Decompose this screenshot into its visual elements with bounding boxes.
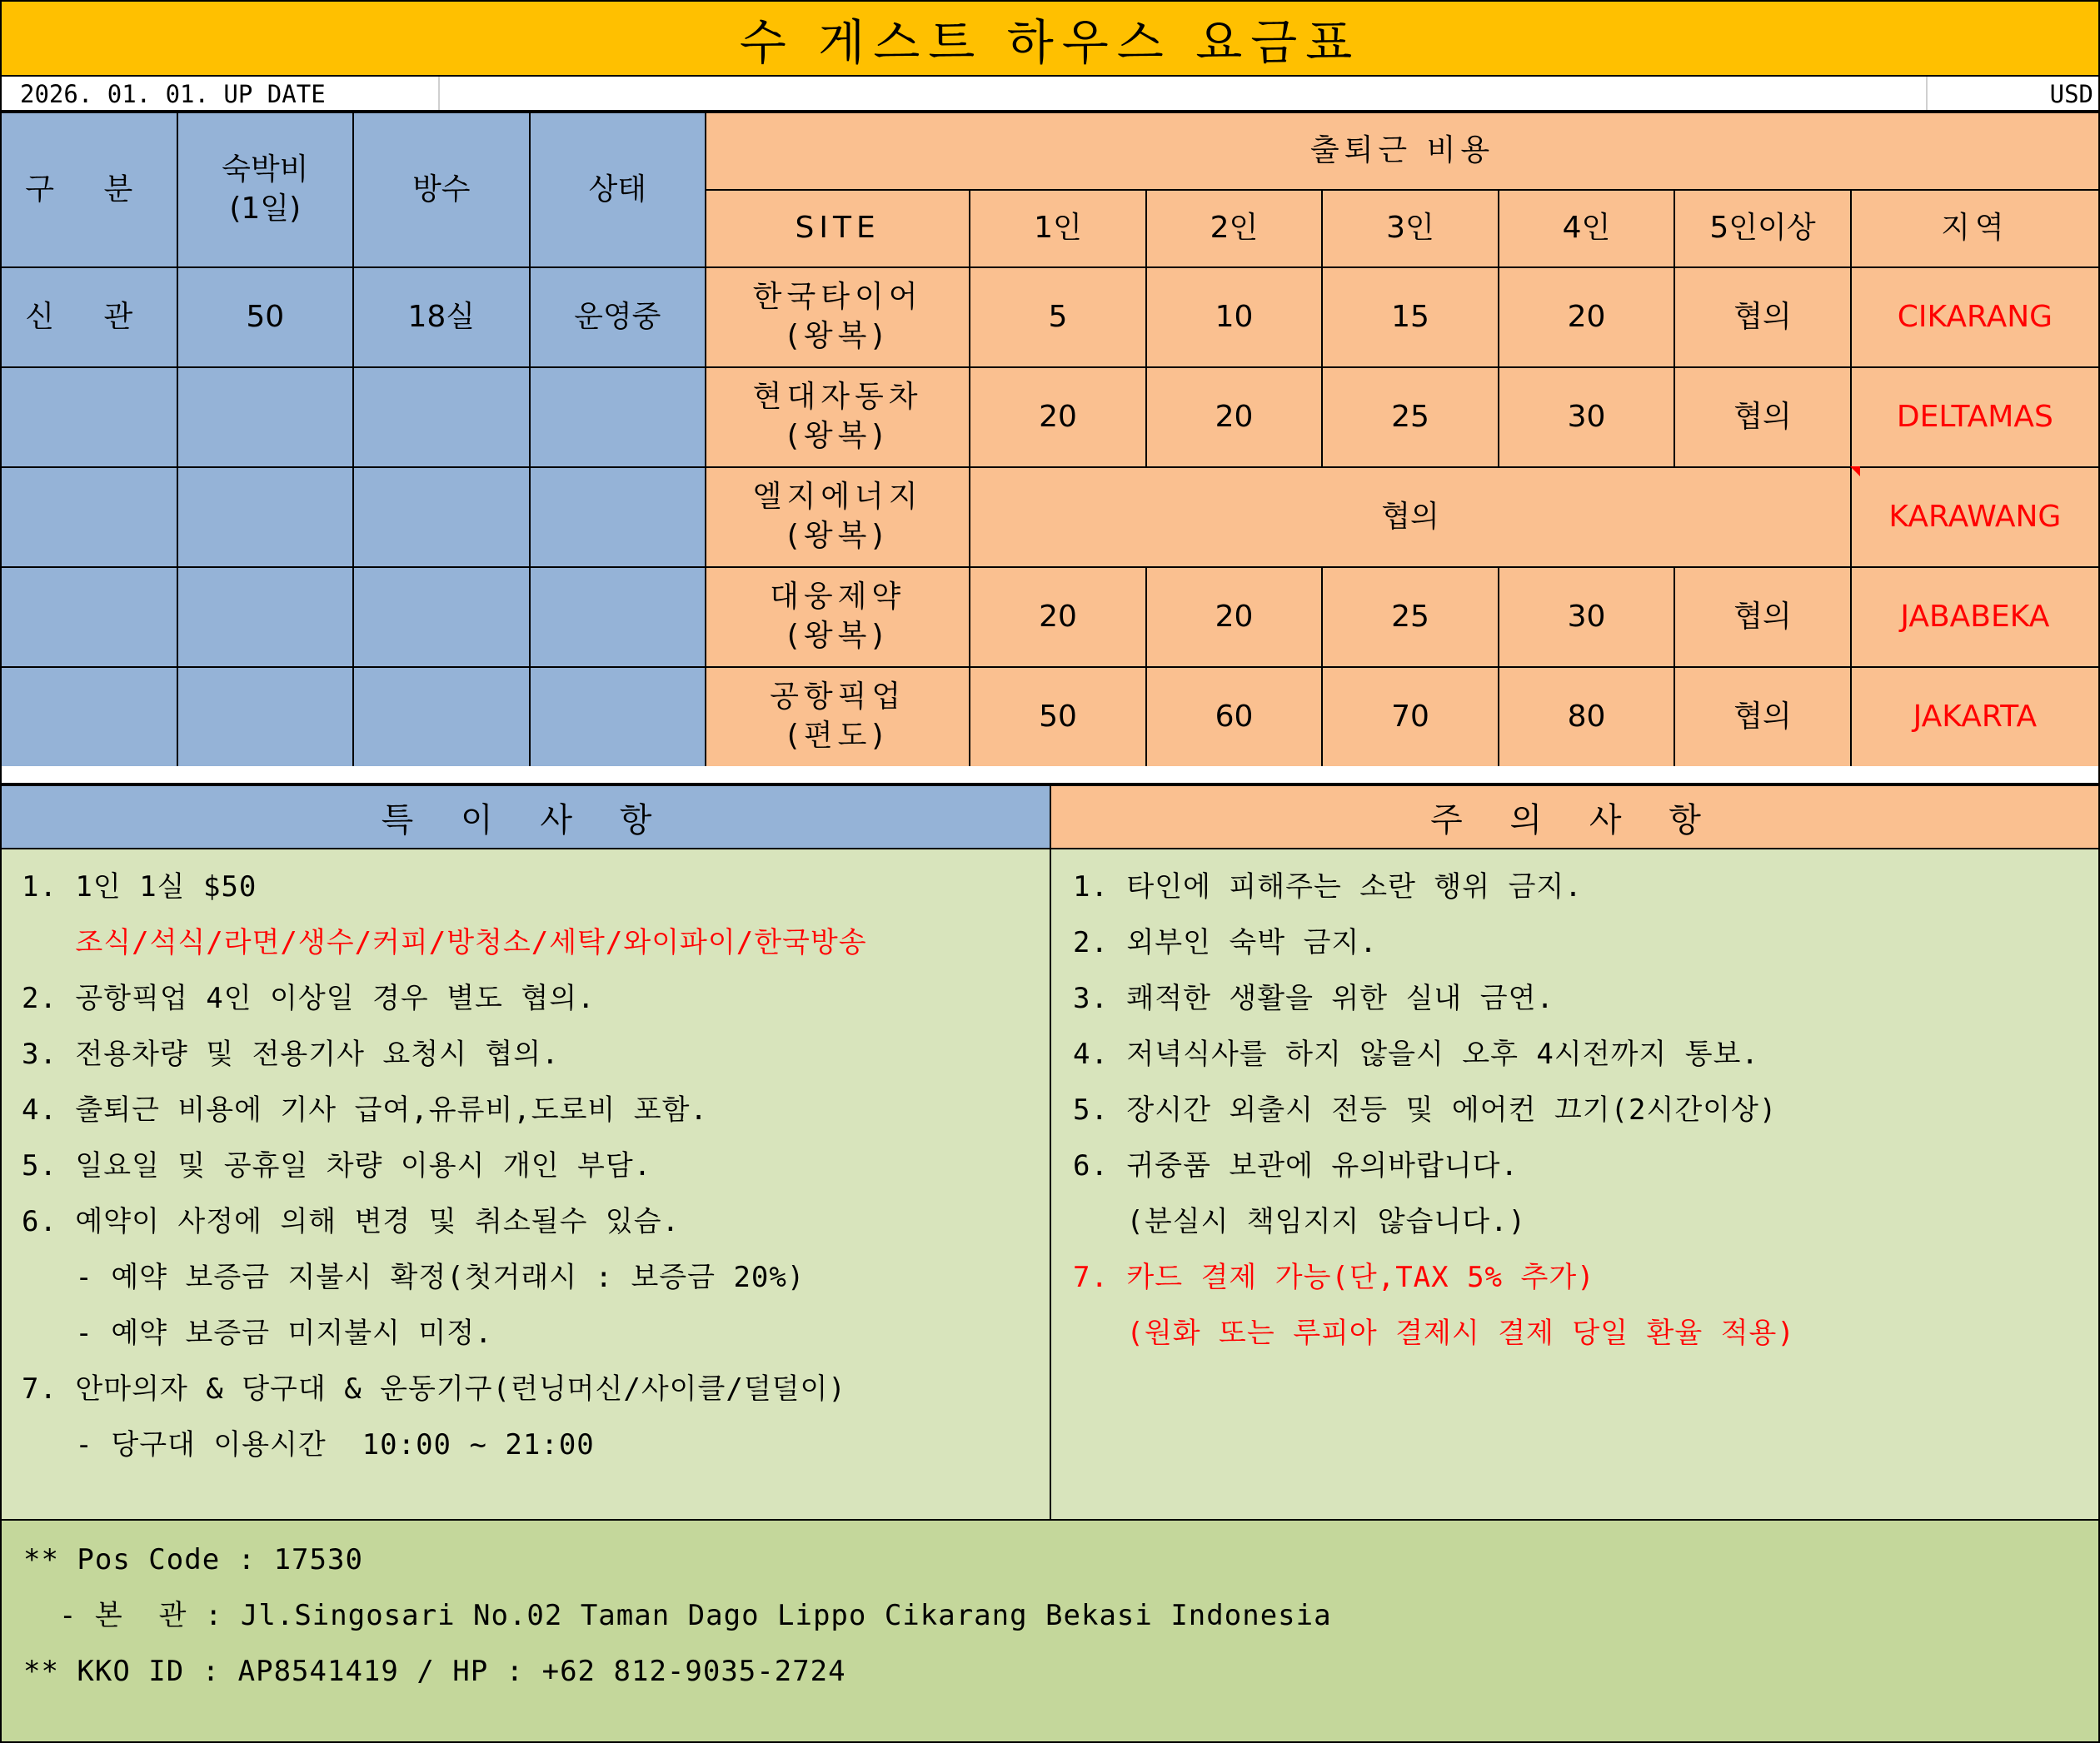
table-row [1, 267, 2099, 367]
empty-cell [1, 567, 177, 667]
note-line: 조식/석식/라면/생수/커피/방청소/세탁/와이파이/한국방송 [22, 926, 867, 959]
price-3p: 25 [1322, 567, 1499, 667]
table-row [1, 367, 2099, 467]
price-4p: 20 [1499, 267, 1675, 367]
empty-cell [177, 667, 354, 767]
note-line: 3. 쾌적한 생활을 위한 실내 금연. [1073, 982, 1554, 1015]
site-name: 현대자동차 (왕복) [706, 367, 970, 467]
lodging-name: 신 관 [1, 267, 177, 367]
divider [1926, 77, 1928, 110]
price-3p: 15 [1322, 267, 1499, 367]
price-1p: 5 [970, 267, 1146, 367]
comment-marker-icon [1850, 466, 1860, 476]
price-4p: 80 [1499, 667, 1675, 767]
price-1p: 20 [970, 567, 1146, 667]
special-notes-title: 특 이 사 항 [0, 784, 1051, 849]
note-line: 6. 귀중품 보관에 유의바랍니다. [1073, 1149, 1519, 1183]
price-3p: 25 [1322, 367, 1499, 467]
site-region: DELTAMAS [1851, 367, 2099, 467]
update-bar [0, 77, 2100, 112]
merged-price: 협의 [970, 467, 1851, 567]
site-region: KARAWANG [1851, 467, 2099, 567]
note-line: (원화 또는 루피아 결제시 결제 당일 환율 적용) [1073, 1317, 1795, 1350]
caution-notes-title: 주 의 사 항 [1050, 784, 2100, 849]
price-2p: 20 [1146, 567, 1323, 667]
pos-code: ** Pos Code : 17530 [23, 1543, 363, 1576]
empty-cell [177, 467, 354, 567]
contact-ids: ** KKO ID : AP8541419 / HP : +62 812-9035-2724 [23, 1655, 846, 1688]
price-2p: 60 [1146, 667, 1323, 767]
header-1p: 1인 [970, 190, 1146, 267]
empty-cell [530, 367, 706, 467]
header-3p: 3인 [1322, 190, 1499, 267]
header-price: 숙박비 (1일) [177, 112, 354, 267]
empty-cell [530, 567, 706, 667]
site-region: JABABEKA [1851, 567, 2099, 667]
empty-cell [353, 567, 530, 667]
empty-cell [1, 667, 177, 767]
note-line: 4. 출퇴근 비용에 기사 급여,유류비,도로비 포함. [22, 1093, 708, 1127]
header-commute: 출퇴근 비용 [706, 112, 2099, 190]
section-gap [0, 766, 2100, 784]
note-line: - 당구대 이용시간 10:00 ~ 21:00 [22, 1428, 595, 1462]
table-row [1, 567, 2099, 667]
price-1p: 50 [970, 667, 1146, 767]
lodging-rooms: 18실 [353, 267, 530, 367]
address: - 본 관 : Jl.Singosari No.02 Taman Dago Lippo Cikarang Bekasi Indonesia [23, 1599, 1332, 1632]
lodging-price: 50 [177, 267, 354, 367]
page-title: 수 게스트 하우스 요금표 [0, 0, 2100, 77]
site-region: JAKARTA [1851, 667, 2099, 767]
note-line: 6. 예약이 사정에 의해 변경 및 취소될수 있슴. [22, 1205, 681, 1238]
special-notes [0, 849, 1051, 1521]
currency-label: USD [2049, 80, 2093, 108]
price-2p: 20 [1146, 367, 1323, 467]
price-1p: 20 [970, 367, 1146, 467]
empty-cell [177, 567, 354, 667]
note-line: 1. 1인 1실 $50 [22, 870, 257, 904]
note-line: 7. 안마의자 & 당구대 & 운동기구(런닝머신/사이클/덜덜이) [22, 1372, 846, 1406]
header-region: 지역 [1851, 190, 2099, 267]
table-row [1, 467, 2099, 567]
price-3p: 70 [1322, 667, 1499, 767]
table-row [1, 667, 2099, 767]
empty-cell [353, 467, 530, 567]
site-region: CIKARANG [1851, 267, 2099, 367]
note-line: (분실시 책임지지 않습니다.) [1073, 1205, 1527, 1238]
site-name: 엘지에너지 (왕복) [706, 467, 970, 567]
price-5p: 협의 [1674, 367, 1851, 467]
header-site: SITE [706, 190, 970, 267]
empty-cell [530, 467, 706, 567]
site-name: 한국타이어 (왕복) [706, 267, 970, 367]
note-line: 2. 공항픽업 4인 이상일 경우 별도 협의. [22, 982, 596, 1015]
empty-cell [1, 467, 177, 567]
header-2p: 2인 [1146, 190, 1323, 267]
note-line: 7. 카드 결제 가능(단,TAX 5% 추가) [1073, 1261, 1595, 1294]
note-line: 1. 타인에 피해주는 소란 행위 금지. [1073, 870, 1583, 904]
note-line: 4. 저녁식사를 하지 않을시 오후 4시전까지 통보. [1073, 1038, 1759, 1071]
lodging-status: 운영중 [530, 267, 706, 367]
empty-cell [530, 667, 706, 767]
note-line: 5. 일요일 및 공휴일 차량 이용시 개인 부담. [22, 1149, 652, 1183]
note-line: 5. 장시간 외출시 전등 및 에어컨 끄기(2시간이상) [1073, 1093, 1778, 1127]
header-status: 상태 [530, 112, 706, 267]
note-line: 3. 전용차량 및 전용기사 요청시 협의. [22, 1038, 560, 1071]
empty-cell [353, 667, 530, 767]
price-4p: 30 [1499, 567, 1675, 667]
header-5p: 5인이상 [1674, 190, 1851, 267]
price-2p: 10 [1146, 267, 1323, 367]
rate-table [0, 112, 2100, 768]
header-4p: 4인 [1499, 190, 1675, 267]
header-gubun: 구 분 [1, 112, 177, 267]
price-5p: 협의 [1674, 267, 1851, 367]
note-line: 2. 외부인 숙박 금지. [1073, 926, 1378, 959]
caution-notes [1050, 849, 2100, 1521]
note-line: - 예약 보증금 지불시 확정(첫거래시 : 보증금 20%) [22, 1261, 806, 1294]
price-5p: 협의 [1674, 567, 1851, 667]
empty-cell [1, 367, 177, 467]
price-4p: 30 [1499, 367, 1675, 467]
divider [438, 77, 440, 110]
empty-cell [353, 367, 530, 467]
site-name: 대웅제약 (왕복) [706, 567, 970, 667]
contact-footer [0, 1521, 2100, 1743]
note-line: - 예약 보증금 미지불시 미정. [22, 1317, 493, 1350]
site-name: 공항픽업 (편도) [706, 667, 970, 767]
empty-cell [177, 367, 354, 467]
update-date: 2026. 01. 01. UP DATE [20, 80, 326, 108]
price-5p: 협의 [1674, 667, 1851, 767]
header-rooms: 방수 [353, 112, 530, 267]
